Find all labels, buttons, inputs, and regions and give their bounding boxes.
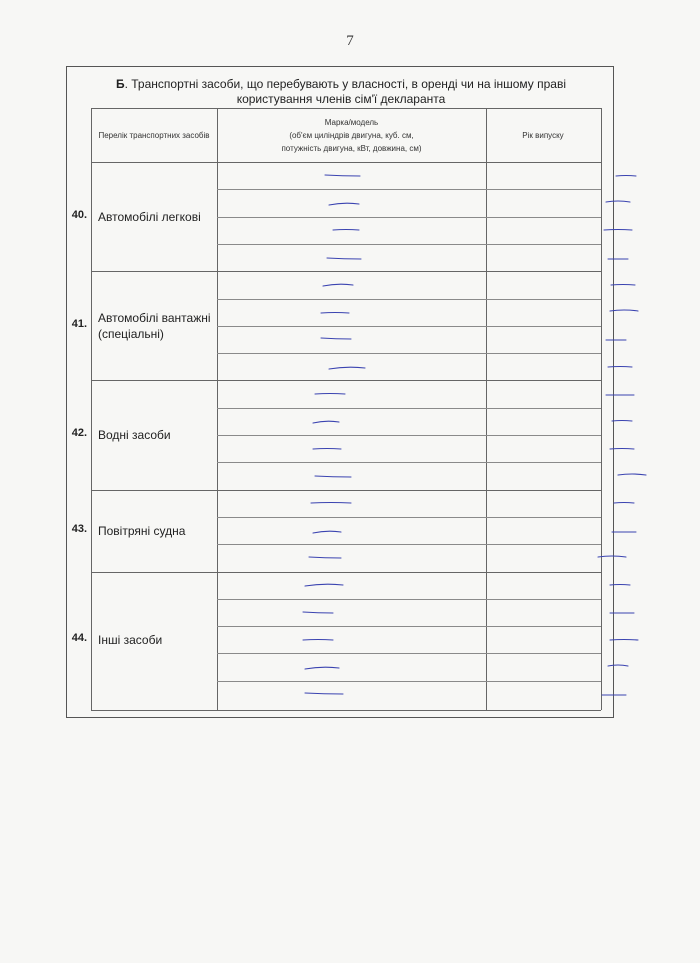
- handwritten-dash-year: [610, 582, 630, 588]
- section-letter: Б: [115, 77, 125, 91]
- handwritten-dash-year: [602, 692, 626, 698]
- column-divider-2: [486, 108, 487, 710]
- handwritten-dash-brand: [305, 582, 343, 588]
- row-group-divider: [91, 380, 601, 381]
- handwritten-dash-brand: [303, 610, 333, 616]
- handwritten-dash-brand: [305, 665, 339, 671]
- handwritten-dash-year: [608, 256, 628, 262]
- handwritten-dash-year: [618, 472, 646, 478]
- handwritten-dash-year: [610, 610, 634, 616]
- table-border-left: [91, 108, 92, 710]
- table-border-bottom: [91, 710, 601, 711]
- page-number: 7: [346, 33, 354, 49]
- handwritten-dash-year: [610, 637, 638, 643]
- row-label: Автомобілі легкові: [98, 209, 201, 224]
- header-year: Рік випуску: [522, 130, 564, 140]
- row-label: Повітряні судна: [98, 523, 186, 538]
- header-brand-line1: Марка/модель: [324, 117, 379, 127]
- header-brand-line2: (об'єм циліндрів двигуна, куб. см,: [289, 130, 414, 140]
- sub-row-divider: [217, 681, 601, 682]
- handwritten-dash-year: [614, 500, 634, 506]
- sub-row-divider: [217, 408, 601, 409]
- sub-row-divider: [217, 326, 601, 327]
- handwritten-dash-brand: [309, 555, 341, 561]
- sub-row-divider: [217, 599, 601, 600]
- row-group-divider: [91, 271, 601, 272]
- handwritten-dash-year: [608, 364, 632, 370]
- row-group-divider: [91, 490, 601, 491]
- sub-row-divider: [217, 189, 601, 190]
- row-label: Інші засоби: [98, 632, 163, 647]
- header-divider: [91, 162, 601, 163]
- table-border-top: [91, 108, 601, 109]
- handwritten-dash-year: [608, 663, 628, 669]
- handwritten-dash-year: [598, 554, 626, 560]
- row-number: 41.: [71, 317, 87, 330]
- handwritten-dash-year: [604, 227, 632, 233]
- handwritten-dash-year: [611, 282, 635, 288]
- header-brand: [217, 108, 486, 162]
- handwritten-dash-brand: [329, 365, 365, 371]
- handwritten-dash-year: [616, 173, 636, 179]
- sub-row-divider: [217, 653, 601, 654]
- sub-row-divider: [217, 244, 601, 245]
- handwritten-dash-brand: [315, 474, 351, 480]
- header-brand-line3: потужність двигуна, кВт, довжина, см): [281, 143, 422, 153]
- row-number: 43.: [71, 522, 87, 535]
- row-number: 40.: [71, 208, 87, 221]
- header-list: Перелік транспортних засобів: [98, 130, 210, 140]
- row-number: 44.: [71, 631, 87, 644]
- sub-row-divider: [217, 517, 601, 518]
- sub-row-divider: [217, 217, 601, 218]
- sub-row-divider: [217, 353, 601, 354]
- handwritten-dash-brand: [333, 227, 359, 233]
- handwritten-dash-year: [612, 529, 636, 535]
- section-title: [67, 77, 615, 107]
- column-divider-1: [217, 108, 218, 710]
- row-number: 42.: [71, 427, 87, 439]
- handwritten-dash-year: [606, 392, 634, 398]
- handwritten-dash-brand: [303, 637, 333, 643]
- handwritten-dash-brand: [321, 336, 351, 342]
- handwritten-dash-year: [606, 337, 626, 343]
- table-border-right: [601, 108, 602, 710]
- handwritten-dash-brand: [313, 446, 341, 452]
- handwritten-dash-brand: [323, 282, 353, 288]
- sub-row-divider: [217, 626, 601, 627]
- handwritten-dash-brand: [311, 500, 351, 506]
- handwritten-dash-brand: [305, 691, 343, 697]
- handwritten-dash-year: [610, 446, 634, 452]
- handwritten-dash-year: [610, 308, 638, 314]
- section-title-line1: . Транспортні засоби, що перебувають у власності, в оренді чи на іншому праві: [124, 77, 567, 91]
- vehicles-table: [71, 108, 601, 710]
- handwritten-dash-brand: [313, 529, 341, 535]
- handwritten-dash-year: [612, 418, 632, 424]
- sub-row-divider: [217, 544, 601, 545]
- sub-row-divider: [217, 435, 601, 436]
- sub-row-divider: [217, 462, 601, 463]
- handwritten-dash-brand: [329, 201, 359, 207]
- handwritten-dash-brand: [313, 419, 339, 425]
- handwritten-dash-brand: [321, 310, 349, 316]
- row-label: Автомобілі вантажні (спеціальні): [98, 310, 211, 341]
- section-title-line2: користування членів сім'ї декларанта: [236, 92, 446, 106]
- handwritten-dash-year: [606, 199, 630, 205]
- handwritten-dash-brand: [327, 256, 361, 262]
- row-group-divider: [91, 572, 601, 573]
- row-label: Водні засоби: [98, 428, 171, 442]
- sub-row-divider: [217, 299, 601, 300]
- handwritten-dash-brand: [325, 173, 360, 179]
- handwritten-dash-brand: [315, 391, 345, 397]
